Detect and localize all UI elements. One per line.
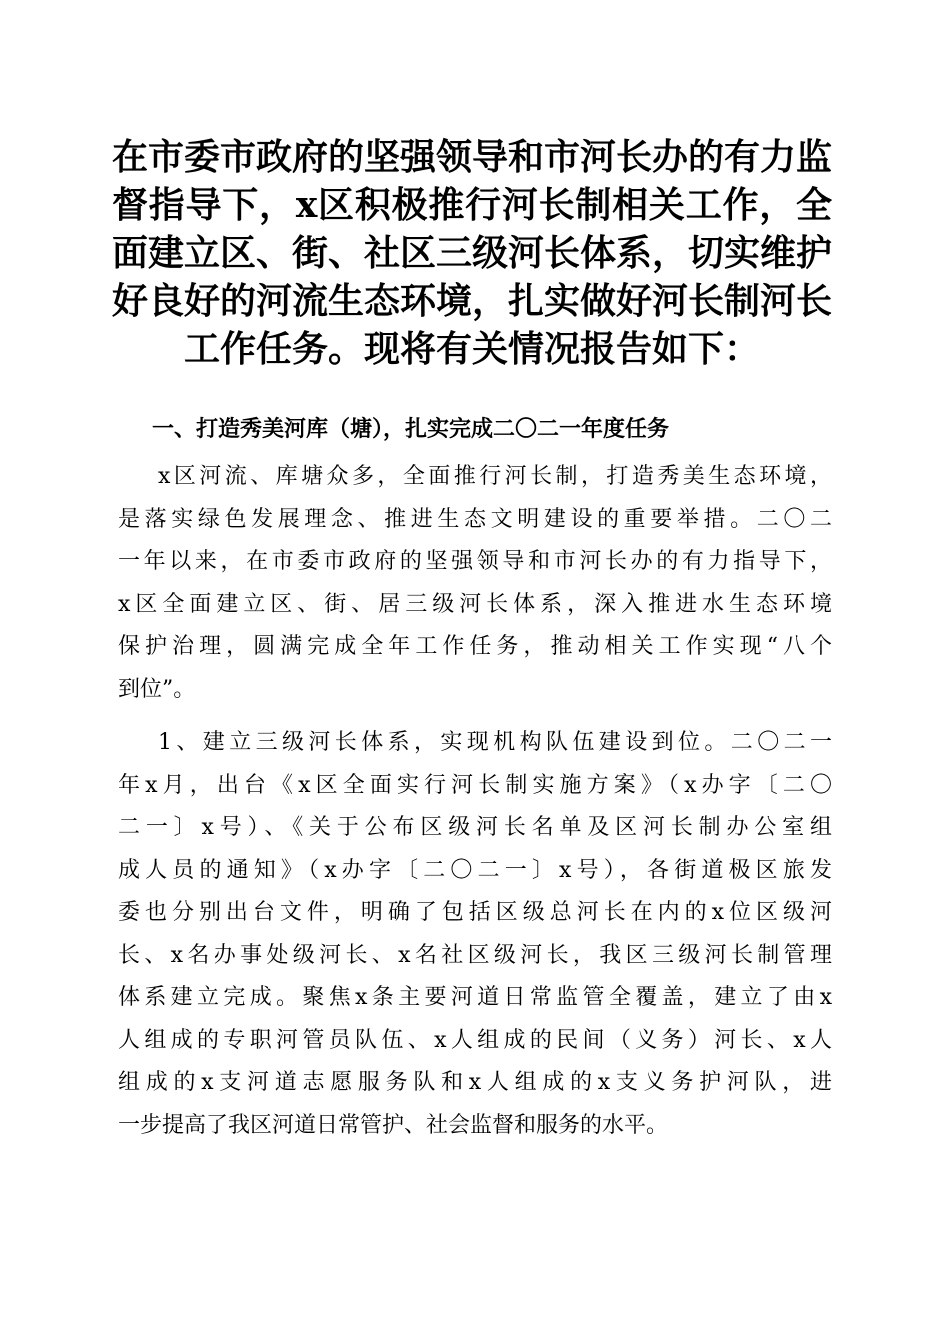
paragraph-line: 长、x名办事处级河长、x名社区级河长，我区三级河长制管理	[118, 942, 832, 968]
paragraph-line: 一年以来，在市委市政府的坚强领导和市河长办的有力指导下，	[118, 549, 832, 574]
paragraph-line: 体系建立完成。聚焦x条主要河道日常监管全覆盖，建立了由x	[118, 985, 832, 1010]
paragraph-line: 委也分别出台文件，明确了包括区级总河长在内的x位区级河	[118, 900, 832, 925]
paragraph-line: 到位”。	[118, 676, 196, 702]
paragraph-line: 1、建立三级河长体系，实现机构队伍建设到位。二〇二一	[158, 730, 832, 755]
paragraph-line: 人组成的专职河管员队伍、x人组成的民间（义务）河长、x人	[118, 1027, 832, 1053]
title-line: 工作任务。现将有关情况报告如下：	[183, 328, 760, 370]
paragraph-2	[118, 722, 832, 1147]
title-line: 面建立区、街、社区三级河长体系，切实维护	[112, 232, 833, 274]
section-heading: 一、打造秀美河库（塘），扎实完成二〇二一年度任务	[152, 417, 670, 442]
paragraph-line: 组成的x支河道志愿服务队和x人组成的x支义务护河队，进	[118, 1070, 832, 1095]
report-title	[112, 133, 832, 373]
paragraph-line: x区河流、库塘众多，全面推行河长制，打造秀美生态环境，	[158, 464, 832, 489]
title-line: 在市委市政府的坚强领导和市河长办的有力监	[112, 136, 833, 178]
title-line: 好良好的河流生态环境，扎实做好河长制河长	[112, 280, 833, 322]
paragraph-line: 一步提高了我区河道日常管护、社会监督和服务的水平。	[118, 1112, 669, 1138]
paragraph-line: 二一〕x号）、《关于公布区级河长名单及区河长制办公室组	[118, 815, 832, 840]
title-line: 督指导下，x区积极推行河长制相关工作，全	[112, 184, 832, 226]
paragraph-line: x区全面建立区、街、居三级河长体系，深入推进水生态环境	[118, 591, 832, 617]
paragraph-1	[118, 456, 832, 711]
paragraph-line: 成人员的通知》（x办字〔二〇二一〕x号），各街道极区旅发	[118, 857, 832, 883]
paragraph-line: 保护治理，圆满完成全年工作任务，推动相关工作实现“八个	[118, 634, 832, 659]
paragraph-line: 年x月，出台《x区全面实行河长制实施方案》（x办字〔二〇	[118, 772, 832, 798]
paragraph-line: 是落实绿色发展理念、推进生态文明建设的重要举措。二〇二	[118, 506, 832, 532]
